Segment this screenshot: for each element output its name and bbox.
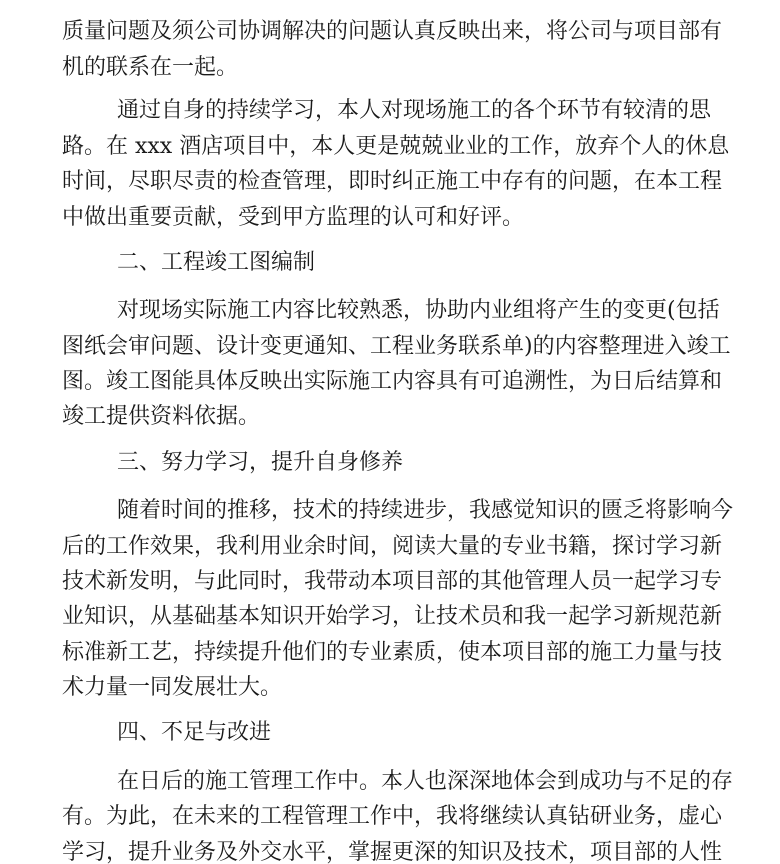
paragraph-line: 竣工提供资料依据。 <box>62 404 261 429</box>
paragraph-line: 通过自身的持续学习，本人对现场施工的各个环节有较清的思 <box>117 98 712 123</box>
paragraph-line: 质量问题及须公司协调解决的问题认真反映出来，将公司与项目部有 <box>62 19 723 44</box>
paragraph-line: 学习，提升业务及外交水平，掌握更深的知识及技术，项目部的人性 <box>62 840 723 864</box>
paragraph-line: 有。为此，在未来的工程管理工作中，我将继续认真钻研业务，虚心 <box>62 804 723 829</box>
paragraph-line: 图。竣工图能具体反映出实际施工内容具有可追溯性，为日后结算和 <box>62 369 723 394</box>
paragraph-line: 在日后的施工管理工作中。本人也深深地体会到成功与不足的存 <box>117 769 734 794</box>
paragraph-line: 中做出重要贡献，受到甲方监理的认可和好评。 <box>62 205 525 230</box>
section-heading: 四、不足与改进 <box>117 720 272 745</box>
paragraph-line: 标准新工艺，持续提升他们的专业素质，使本项目部的施工力量与技 <box>62 640 723 665</box>
paragraph-line: 技术新发明，与此同时，我带动本项目部的其他管理人员一起学习专 <box>62 569 723 594</box>
paragraph-line: 后的工作效果，我利用业余时间，阅读大量的专业书籍，探讨学习新 <box>62 534 723 559</box>
paragraph-line: 图纸会审问题、设计变更通知、工程业务联系单)的内容整理进入竣工 <box>62 334 731 359</box>
paragraph-line: 时间，尽职尽责的检查管理，即时纠正施工中存有的问题，在本工程 <box>62 169 723 194</box>
paragraph-line: 术力量一同发展壮大。 <box>62 675 283 700</box>
paragraph-line: 随着时间的推移，技术的持续进步，我感觉知识的匮乏将影响今 <box>117 498 734 523</box>
paragraph-line: 路。在 xxx 酒店项目中，本人更是兢兢业业的工作，放弃个人的休息 <box>62 134 730 159</box>
section-heading: 二、工程竣工图编制 <box>117 250 316 275</box>
paragraph-line: 对现场实际施工内容比较熟悉，协助内业组将产生的变更(包括 <box>117 298 720 323</box>
section-heading: 三、努力学习，提升自身修养 <box>117 450 404 475</box>
paragraph-line: 业知识，从基础基本知识开始学习，让技术员和我一起学习新规范新 <box>62 604 723 629</box>
paragraph-line: 机的联系在一起。 <box>62 55 239 80</box>
